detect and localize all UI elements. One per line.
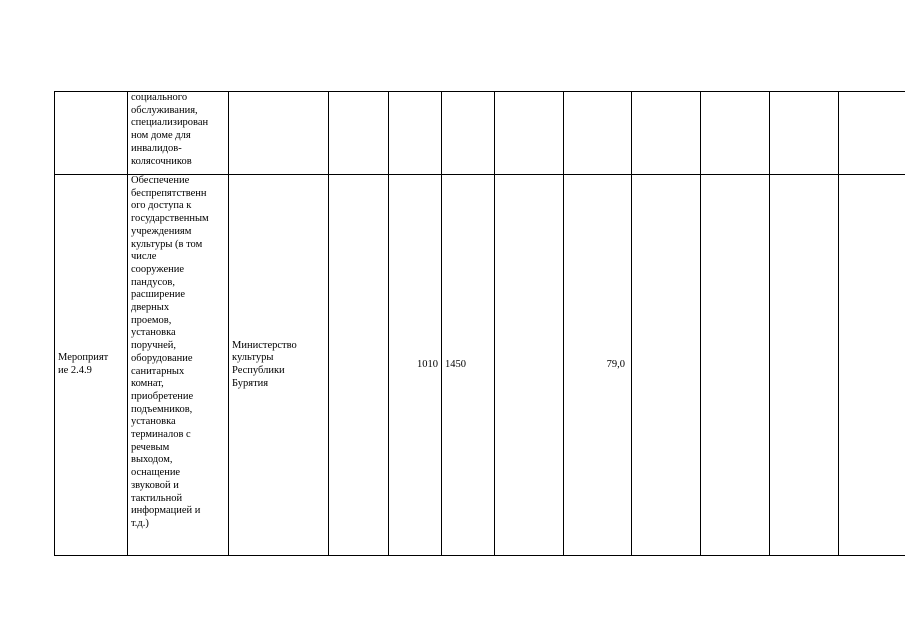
table-row <box>55 175 905 556</box>
executor-cell <box>229 92 329 175</box>
value-cell <box>632 175 701 556</box>
value-cell <box>495 92 564 175</box>
table-row <box>55 92 905 175</box>
value-cell <box>839 175 905 556</box>
value-cell <box>389 92 442 175</box>
executor-cell: Министерство культуры Республики Бурятия <box>229 175 329 556</box>
value-cell <box>770 175 839 556</box>
budget-table <box>54 91 905 556</box>
value-cell <box>701 92 770 175</box>
value-cell <box>329 92 389 175</box>
value-cell-79: 79,0 <box>564 175 632 556</box>
value-cell <box>839 92 905 175</box>
value-cell <box>564 92 632 175</box>
code-cell: Мероприят ие 2.4.9 <box>55 175 128 556</box>
value-cell <box>329 175 389 556</box>
value-cell <box>701 175 770 556</box>
value-cell <box>632 92 701 175</box>
value-cell <box>770 92 839 175</box>
code-cell <box>55 92 128 175</box>
value-cell-1450: 1450 <box>442 175 495 556</box>
value-cell <box>442 92 495 175</box>
description-cell: социального обслуживания, специализирован ном доме для инвалидов- колясочников <box>128 92 229 175</box>
description-cell: Обеспечение беспрепятственн ого доступа к государственным учреждениям культуры (в том числе сооружение пандусов, расширение дверных проемов, установка поручней, оборудование санитарных комнат, приобретение подъемников, установка терминалов с речевым выходом, оснащение звуковой и тактильной информацией и т.д.) <box>128 175 229 556</box>
value-cell <box>495 175 564 556</box>
value-cell-1010: 1010 <box>389 175 442 556</box>
